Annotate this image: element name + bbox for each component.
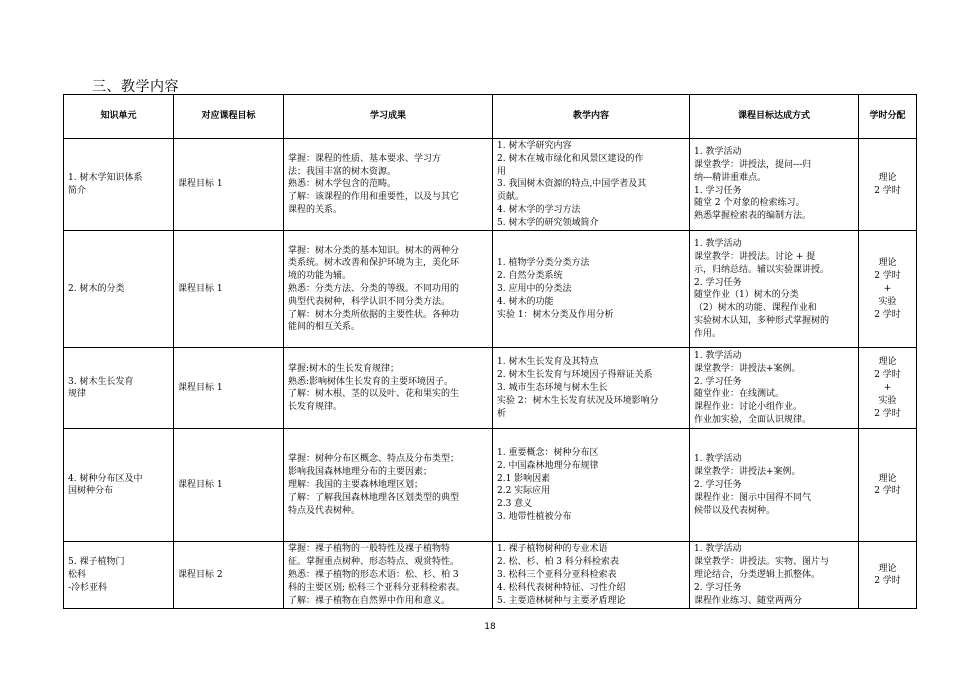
cell-course-goal [174,429,284,542]
cell-line: 随堂 2 个对象的检索练习。 [694,198,805,209]
cell-line: 4. 树木学的学习方法 [497,204,581,215]
cell-line: 熟悉掌握检索表的编制方法。 [694,211,812,222]
cell-line: 2. 学习任务 [694,277,742,288]
cell-line: 课程作业：图示中国得不同气 [694,492,812,503]
cell-line: 了解：树木根、茎的以及叶、花和果实的生 [288,389,460,400]
cell-line: 1. 教学活动 [694,239,742,250]
cell-line: 实验 1：树木分类及作用分析 [497,309,614,320]
cell-line: 理论 [878,258,897,269]
cell-line: 4. 树种分布区及中 [68,473,143,484]
cell-line: 国树种分布 [68,486,114,497]
cell-line: 1. 教学活动 [694,454,742,465]
cell-line: 理论 [878,357,897,368]
cell-knowledge-unit [64,139,174,231]
cell-line: 理论结合，分类逻辑上抓整体。 [694,569,821,580]
cell-line: 掌握：课程的性质、基本要求、学习方 [288,153,442,164]
cell-line: 课程目标 1 [178,382,223,393]
cell-line: 5. 裸子植物门 [68,557,125,568]
cell-line: 2 学时 [874,370,901,381]
cell-learning-outcomes [284,231,493,348]
cell-hours [859,429,917,542]
cell-course-goal [174,542,284,609]
cell-line: 掌握:树木的生长发育规律； [288,363,400,374]
cell-line: 2. 树木在城市绿化和风景区建设的作 [497,153,644,164]
cell-line: 3. 我国树木资源的特点,中国学者及其 [497,179,647,190]
cell-teaching-content [493,231,690,348]
cell-line: 候带以及代表树种。 [694,505,776,516]
table-row [64,139,917,231]
cell-line: 作业加实验，全面认识规律。 [694,414,812,425]
cell-line: 了解：树木分类所依据的主要性状。各种功 [288,309,460,320]
teaching-content-table [63,94,917,609]
cell-line: 3. 地带性植被分布 [497,511,572,522]
cell-line: 示，归纳总结。辅以实验课讲授。 [694,264,830,275]
cell-line: 类系统。树木改善和保护环境为主，美化环 [288,258,460,269]
header-course-goal: 对应课程目标 [174,95,284,139]
header-teaching-content: 教学内容 [493,95,690,139]
cell-line: 课程目标 1 [178,179,223,190]
cell-achievement-methods [690,139,859,231]
cell-line: 1. 裸子植物树种的专业术语 [497,544,608,555]
cell-line: 用 [497,166,507,177]
cell-line: 2. 学习任务 [694,479,742,490]
cell-achievement-methods [690,348,859,429]
cell-line: 2. 学习任务 [694,582,742,593]
cell-line: 长发育规律。 [288,402,343,413]
cell-line: 1. 重要概念：树种分布区 [497,448,599,459]
cell-teaching-content [493,542,690,609]
cell-line: 课程的关系。 [288,204,343,215]
cell-line: 课程作业：讨论小组作业。 [694,402,803,413]
cell-line: 3. 城市生态环境与树木生长 [497,382,608,393]
cell-line: 1. 教学活动 [694,351,742,362]
cell-line: 贡献。 [497,192,525,203]
cell-line: 2.2 实际应用 [497,486,551,497]
cell-hours [859,542,917,609]
cell-learning-outcomes [284,348,493,429]
cell-line: 课程作业练习、随堂两两分 [694,595,803,606]
cell-line: 2. 自然分类系统 [497,271,563,282]
cell-course-goal [174,139,284,231]
cell-learning-outcomes [284,429,493,542]
cell-line: 2 学时 [874,309,901,320]
cell-learning-outcomes [284,542,493,609]
header-knowledge-unit: 知识单元 [64,95,174,139]
cell-achievement-methods [690,231,859,348]
cell-line: 简介 [68,185,87,196]
cell-line: 课程目标 2 [178,569,223,580]
header-achievement-methods: 课程目标达成方式 [690,95,859,139]
cell-line: 了解：了解我国森林地理各区划类型的典型 [288,492,460,503]
cell-line: 1. 树木生长发育及其特点 [497,357,599,368]
cell-line: 2 学时 [874,408,901,419]
cell-line: 规律 [68,389,87,400]
cell-line: + [883,382,892,393]
cell-line: 理论 [878,172,897,183]
cell-line: 5. 树木学的研究领域简介 [497,217,599,228]
cell-line: 了解：该课程的作用和重要性，以及与其它 [288,192,460,203]
table-row [64,542,917,609]
cell-line: （2）树木的功能、课程作业和 [694,303,817,314]
cell-line: 纳---精讲重难点。 [694,172,767,183]
cell-line: 2 学时 [874,486,901,497]
cell-line: 1. 教学活动 [694,147,742,158]
cell-hours [859,139,917,231]
cell-line: 3. 松科三个亚科分亚科检索表 [497,569,617,580]
cell-line: 2 学时 [874,185,901,196]
cell-line: 征。掌握重点树种、形态特点、观赏特性。 [288,557,460,568]
cell-knowledge-unit [64,542,174,609]
cell-line: 4. 松科代表树种特征、习性介绍 [497,582,626,593]
cell-teaching-content [493,139,690,231]
cell-line: 理论 [878,473,897,484]
cell-line: 实验 2：树木生长发育状况及环境影响分 [497,395,659,406]
cell-course-goal [174,231,284,348]
cell-line: 2 学时 [874,271,901,282]
cell-line: 课堂教学：讲授法。讨论 + 提 [694,252,816,263]
cell-teaching-content [493,429,690,542]
cell-knowledge-unit [64,231,174,348]
cell-line: 典型代表树种，科学认识不同分类方法。 [288,296,451,307]
cell-line: 3. 应用中的分类法 [497,283,572,294]
cell-line: 2. 树木生长发育与环境因子得辩证关系 [497,370,653,381]
cell-line: 境的功能为辅。 [288,271,352,282]
cell-line: 课程目标 1 [178,479,223,490]
cell-line: 掌握：树种分布区概念、特点及分布类型； [288,454,460,465]
cell-line: 1. 树木学研究内容 [497,141,572,151]
cell-line: 课程目标 1 [178,283,223,294]
cell-line: 2. 中国森林地理分布规律 [497,460,599,471]
cell-line: 掌握：树木分类的基本知识。树木的两种分 [288,245,460,256]
cell-teaching-content [493,348,690,429]
cell-line: 影响我国森林地理分布的主要因素； [288,467,433,478]
cell-line: 熟悉：裸子植物的形态术语：松、杉、柏 3 [288,569,459,580]
section-title: 三、教学内容 [92,79,179,95]
cell-line: 课堂教学：讲授法。实物、图片与 [694,557,830,568]
cell-line: -冷杉亚科 [68,582,108,593]
cell-hours [859,348,917,429]
cell-line: 熟悉：分类方法、分类的等级。不同功用的 [288,283,460,294]
cell-line: 4. 树木的功能 [497,296,554,307]
cell-line: 了解：裸子植物在自然界中作用和意义。 [288,595,451,606]
cell-line: 能间的相互关系。 [288,322,361,333]
cell-line: 理论 [878,563,897,574]
cell-course-goal [174,348,284,429]
cell-line: 1. 教学活动 [694,544,742,555]
cell-line: 实验树木认知，多种形式掌握树的 [694,315,830,326]
table-header-row [64,95,917,139]
cell-knowledge-unit [64,348,174,429]
table-row [64,348,917,429]
cell-line: 实验 [878,395,897,406]
cell-line: 熟悉：树木学包含的范畴。 [288,179,397,190]
cell-knowledge-unit [64,429,174,542]
cell-line: 课堂教学：讲授法，提问---归 [694,160,812,171]
cell-learning-outcomes [284,139,493,231]
table-row [64,429,917,542]
cell-line: 熟悉:影响树体生长发育的主要环境因子。 [288,376,454,387]
cell-line: 法；我国丰富的树木资源。 [288,166,397,177]
cell-achievement-methods [690,429,859,542]
cell-line: 实验 [878,296,897,307]
cell-line: 随堂作业：在线测试。 [694,389,785,400]
cell-line: 2. 松、杉、柏 3 科分科检索表 [497,557,619,568]
cell-line: 3. 树木生长发育 [68,376,134,387]
cell-line: 2.1 影响因素 [497,473,551,484]
header-learning-outcomes: 学习成果 [284,95,493,139]
cell-achievement-methods [690,542,859,609]
cell-line: 1. 学习任务 [694,185,742,196]
cell-line: 课堂教学：讲授法+案例。 [694,363,801,374]
cell-line: 掌握：裸子植物的一般特性及裸子植物特 [288,544,451,555]
cell-line: 松科 [68,569,87,580]
cell-line: 课堂教学：讲授法+案例。 [694,467,801,478]
header-hours: 学时分配 [859,95,917,139]
cell-line: 随堂作业（1）树木的分类 [694,290,799,301]
cell-line: 科的主要区别; 松科三个亚科分亚科检索表。 [288,582,465,593]
cell-line: 1. 植物学分类分类方法 [497,258,590,269]
cell-line: 特点及代表树种。 [288,505,361,516]
table-row [64,231,917,348]
cell-hours [859,231,917,348]
cell-line: 作用。 [694,328,722,339]
cell-line: 1. 树木学知识体系 [68,172,143,183]
cell-line: 2. 学习任务 [694,376,742,387]
cell-line: 析 [497,408,507,419]
cell-line: 理解：我国的主要森林地理区划； [288,479,424,490]
cell-line: 2.3 意义 [497,499,533,510]
cell-line: 5. 主要造林树种与主要矛盾理论 [497,595,626,606]
cell-line: 2 学时 [874,576,901,587]
cell-line: 2. 树木的分类 [68,283,125,294]
cell-line: + [883,283,892,294]
page-number: 18 [484,622,496,632]
